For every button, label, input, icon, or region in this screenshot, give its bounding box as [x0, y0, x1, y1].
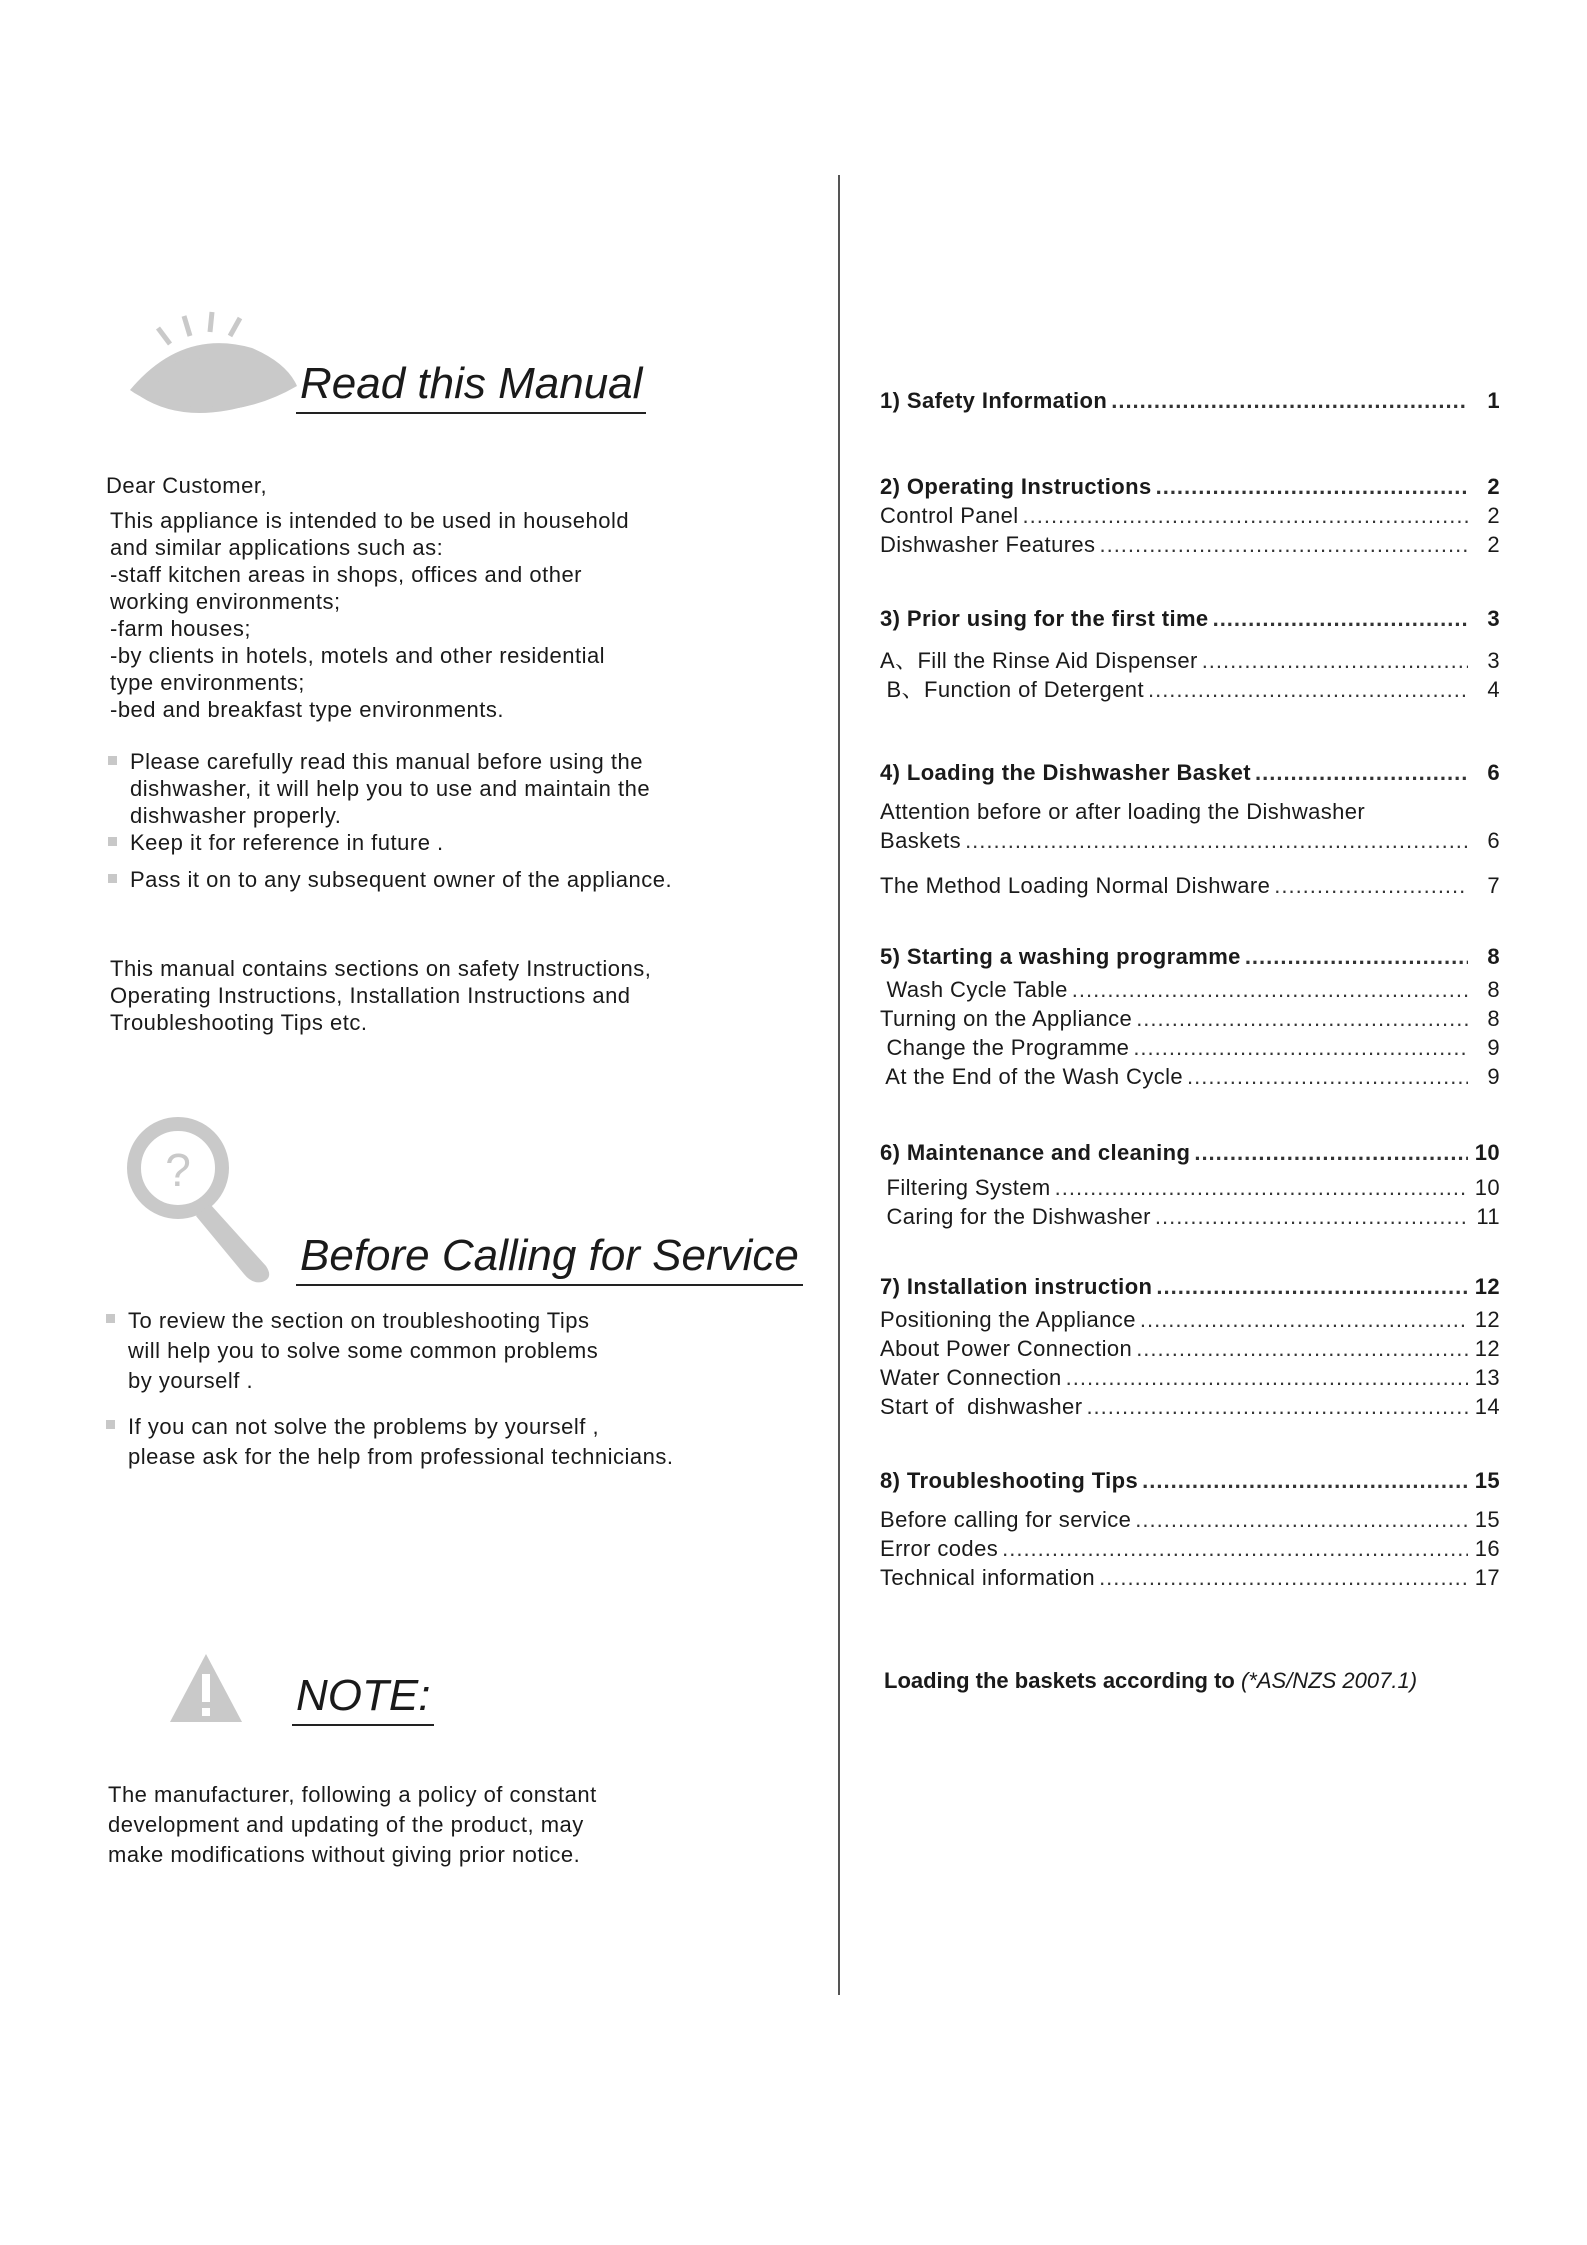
toc-item-end-wash-cycle[interactable]: At the End of the Wash Cycle ..... 9: [880, 1064, 1500, 1093]
bullet-keep-reference: Keep it for reference in future .: [108, 829, 672, 856]
toc-item-rinse-aid[interactable]: A、Fill the Rinse Aid Dispenser ..... 3: [880, 644, 1500, 673]
service-bullets: [106, 1306, 674, 1482]
note-paragraph: The manufacturer, following a policy of constant development and updating of the product, may make modifications without giving prior notice.: [108, 1782, 597, 1867]
toc-heading-troubleshooting[interactable]: 8) Troubleshooting Tips ..... 15: [880, 1468, 1500, 1497]
bullet-ask-professional: If you can not solve the problems by yourself , please ask for the help from professional technicians.: [106, 1412, 674, 1472]
toc-heading-safety[interactable]: 1) Safety Information ..... 1: [880, 388, 1500, 417]
read-manual-bullets: [108, 748, 672, 903]
column-divider: [838, 175, 840, 1995]
toc-section-8: [880, 1468, 1500, 1594]
toc-item-dishwasher-features[interactable]: Dishwasher Features ..... 2: [880, 532, 1500, 561]
loading-standard-note: [884, 1668, 1417, 1694]
eye-icon: [122, 308, 302, 418]
bullet-pass-on: Pass it on to any subsequent owner of the appliance.: [108, 866, 672, 893]
toc-heading-installation[interactable]: 7) Installation instruction ..... 12: [880, 1274, 1500, 1303]
toc-heading-loading-basket[interactable]: 4) Loading the Dishwasher Basket ..... 6: [880, 760, 1500, 789]
toc-item-positioning[interactable]: Positioning the Appliance ..... 12: [880, 1307, 1500, 1336]
toc-item-error-codes[interactable]: Error codes ..... 16: [880, 1536, 1500, 1565]
toc-heading-starting-programme[interactable]: 5) Starting a washing programme ..... 8: [880, 944, 1500, 973]
toc-item-turning-on[interactable]: Turning on the Appliance ..... 8: [880, 1006, 1500, 1035]
toc-item-before-calling[interactable]: Before calling for service ..... 15: [880, 1507, 1500, 1536]
note-title: NOTE:: [292, 1672, 434, 1726]
toc-item-detergent[interactable]: B、Function of Detergent ..... 4: [880, 673, 1500, 702]
toc-item-attention-baskets[interactable]: Baskets ..... 6: [880, 828, 1500, 857]
intro-paragraph: This appliance is intended to be used in household and similar applications such as: -staff kitchen areas in shops, offices and other working environments; -farm houses; -by clients in hotels, motels and other residential type environments; -bed and breakfast type environments.: [110, 508, 630, 722]
bullet-read-carefully: Please carefully read this manual before using the dishwasher, it will help you to use and maintain the dishwasher properly.: [108, 748, 672, 829]
toc-item-start-dishwasher[interactable]: Start of dishwasher ..... 14: [880, 1394, 1500, 1423]
toc-heading-prior-use[interactable]: 3) Prior using for the first time ..... 3: [880, 606, 1500, 635]
loading-note-standard: (*AS/NZS 2007.1): [1240, 1668, 1418, 1693]
toc-section-6: [880, 1140, 1500, 1233]
magnifier-question-icon: [126, 1116, 286, 1286]
before-calling-service-title: Before Calling for Service: [296, 1232, 803, 1286]
warning-icon: [166, 1650, 246, 1726]
toc-section-3: [880, 606, 1500, 702]
toc-heading-maintenance[interactable]: 6) Maintenance and cleaning ..... 10: [880, 1140, 1500, 1169]
toc-item-water-connection[interactable]: Water Connection ..... 13: [880, 1365, 1500, 1394]
toc-item-caring-dishwasher[interactable]: Caring for the Dishwasher ..... 11: [880, 1204, 1500, 1233]
toc-item-technical-information[interactable]: Technical information ..... 17: [880, 1565, 1500, 1594]
toc-heading-operating[interactable]: 2) Operating Instructions ..... 2: [880, 474, 1500, 503]
svg-text:?: ?: [165, 1144, 191, 1196]
toc-item-power-connection[interactable]: About Power Connection ..... 12: [880, 1336, 1500, 1365]
toc-section-2: [880, 474, 1500, 561]
toc-item-wash-cycle-table[interactable]: Wash Cycle Table ..... 8: [880, 977, 1500, 1006]
read-manual-title: Read this Manual: [296, 360, 646, 414]
toc-section-1: [880, 388, 1500, 417]
greeting: Dear Customer,: [106, 473, 268, 498]
bullet-review-troubleshooting: To review the section on troubleshooting Tips will help you to solve some common problems by yourself .: [106, 1306, 674, 1396]
manual-contents-paragraph: This manual contains sections on safety Instructions, Operating Instructions, Installation Instructions and Troubleshooting Tips etc.: [110, 956, 652, 1035]
toc-item-attention-line[interactable]: Attention before or after loading the Dishwasher: [880, 799, 1366, 824]
loading-note-text: Loading the baskets according to: [884, 1668, 1241, 1693]
toc-section-7: [880, 1274, 1500, 1423]
toc-item-change-programme[interactable]: Change the Programme ..... 9: [880, 1035, 1500, 1064]
toc-section-4: [880, 760, 1500, 902]
toc-item-filtering-system[interactable]: Filtering System ..... 10: [880, 1175, 1500, 1204]
toc-section-5: [880, 944, 1500, 1093]
toc-item-method-loading[interactable]: The Method Loading Normal Dishware ..... 7: [880, 873, 1500, 902]
toc-item-control-panel[interactable]: Control Panel ..... 2: [880, 503, 1500, 532]
